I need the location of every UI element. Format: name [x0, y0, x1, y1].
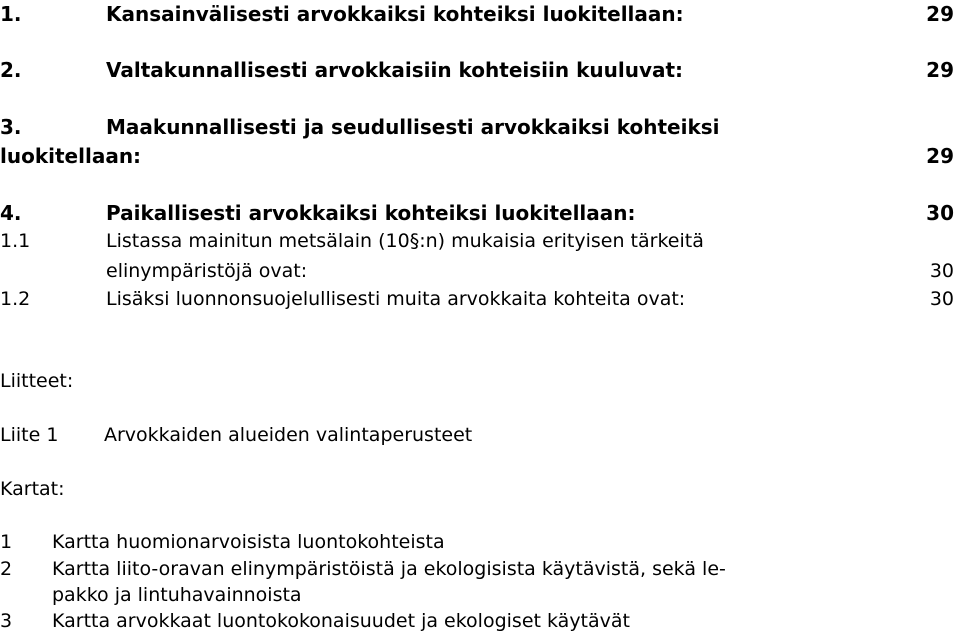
- subitem-text: Listassa mainitun metsälain (10§:n) mukaisia erityisen tärkeitä: [106, 230, 704, 252]
- map-text: Kartta liito-oravan elinympäristöistä ja ekologisista käytävistä, sekä le-: [52, 558, 726, 580]
- subitem-text-continued: elinympäristöjä ovat:: [106, 260, 308, 282]
- appendix-text: Arvokkaiden alueiden valintaperusteet: [104, 424, 473, 446]
- toc-page-number: 29: [926, 58, 954, 82]
- subitem-number: 1.2: [0, 288, 31, 310]
- subitem-number: 1.1: [0, 230, 31, 252]
- toc-page-number: 29: [926, 2, 954, 26]
- toc-entry-text-continued: luokitellaan:: [0, 144, 142, 168]
- map-number: 3: [0, 610, 13, 632]
- map-text: Kartta arvokkaat luontokokonaisuudet ja ekologiset käytävät: [52, 610, 630, 632]
- toc-page-number: 29: [926, 144, 954, 168]
- toc-entry-text: Valtakunnallisesti arvokkaisiin kohteisiin kuuluvat:: [106, 58, 684, 82]
- toc-entry-text: Paikallisesti arvokkaiksi kohteiksi luokitellaan:: [106, 201, 636, 225]
- maps-heading: Kartat:: [0, 478, 65, 500]
- subitem-page-number: 30: [929, 260, 954, 282]
- toc-page-number: 30: [926, 201, 954, 225]
- toc-entry-text: Maakunnallisesti ja seudullisesti arvokkaiksi kohteiksi: [106, 115, 720, 139]
- toc-number: 1.: [0, 2, 22, 26]
- toc-number: 3.: [0, 115, 22, 139]
- subitem-page-number: 30: [929, 288, 954, 310]
- toc-number: 4.: [0, 201, 22, 225]
- subitem-text: Lisäksi luonnonsuojelullisesti muita arvokkaita kohteita ovat:: [106, 288, 686, 310]
- toc-number: 2.: [0, 58, 22, 82]
- map-text: Kartta huomionarvoisista luontokohteista: [52, 531, 445, 553]
- map-text-continued: pakko ja lintuhavainnoista: [52, 584, 302, 606]
- map-number: 2: [0, 558, 13, 580]
- appendices-heading: Liitteet:: [0, 370, 74, 392]
- map-number: 1: [0, 531, 13, 553]
- appendix-label: Liite 1: [0, 424, 59, 446]
- toc-entry-text: Kansainvälisesti arvokkaiksi kohteiksi luokitellaan:: [106, 2, 684, 26]
